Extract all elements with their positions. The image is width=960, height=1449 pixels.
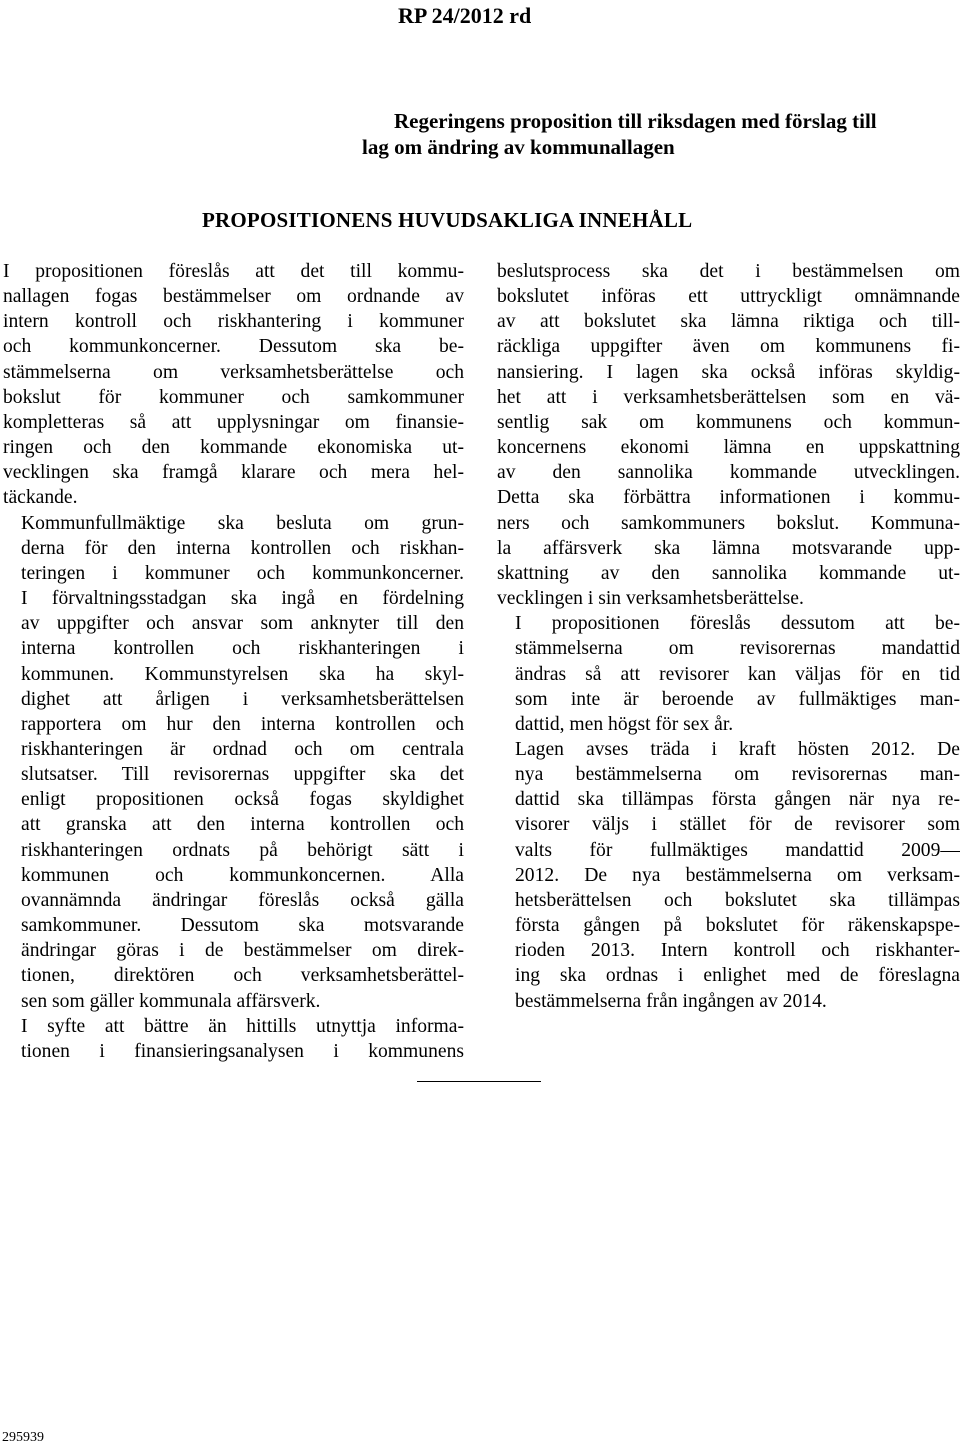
text-line: dighet att årligen i verksamhetsberättelsen [21, 688, 464, 710]
text-line: koncernens ekonomi lämna en uppskattning [497, 437, 960, 459]
text-line: het att i verksamhetsberättelsen som en vä- [497, 386, 960, 408]
text-line: Kommunfullmäktige ska besluta om grun- [21, 512, 464, 534]
text-line: ändringar göras i de bestämmelser om direk- [21, 940, 464, 962]
text-line: intern kontroll och riskhantering i kommuner [3, 311, 464, 333]
text-line: valts för fullmäktiges mandattid 2009— [515, 839, 960, 861]
section-heading: PROPOSITIONENS HUVUDSAKLIGA INNEHÅLL [202, 208, 693, 232]
text-line: bokslutet införas ett uttryckligt omnämnande [497, 286, 960, 308]
text-line: sentlig sak om kommunens och kommun- [497, 411, 960, 433]
text-line: ringen och den kommande ekonomiska ut- [3, 437, 464, 459]
text-line: hetsberättelsen och bokslutet ska tillämpas [515, 889, 960, 911]
text-line: vecklingen ska framgå klarare och mera hel- [3, 462, 464, 484]
text-line: Detta ska förbättra informationen i kommu- [497, 487, 960, 509]
text-line: 2012. De nya bestämmelserna om verksam- [515, 864, 960, 886]
text-line: ändras så att revisorer kan väljas för en tid [515, 663, 960, 685]
text-line: av den sannolika kommande utvecklingen. [497, 462, 960, 484]
text-line: teringen i kommuner och kommunkoncerner. [21, 562, 464, 584]
text-line: som inte är beroende av fullmäktiges man- [515, 688, 960, 710]
title-line-2: lag om ändring av kommunallagen [362, 135, 675, 159]
paragraph [497, 737, 960, 1014]
text-line: riskhanteringen ordnats på behörigt sätt i [21, 839, 464, 861]
paragraph [3, 511, 464, 1014]
text-line: samkommuner. Dessutom ska motsvarande [21, 915, 464, 937]
text-line: att granska att den interna kontrollen och [21, 814, 464, 836]
text-line: I propositionen föreslås dessutom att be- [515, 613, 960, 635]
paragraph [497, 611, 960, 737]
text-line: rioden 2013. Intern kontroll och riskhanter- [515, 940, 960, 962]
right-column [497, 259, 960, 1014]
text-line: I syfte att bättre än hittills utnyttja informa- [21, 1015, 464, 1037]
text-line: la affärsverk ska lämna motsvarande upp- [497, 537, 960, 559]
text-line: nallagen fogas bestämmelser om ordnande av [3, 286, 464, 308]
text-line: visorer väljs i stället för de revisorer som [515, 814, 960, 836]
text-line: räckliga uppgifter även om kommunens fi- [497, 336, 960, 358]
text-line: första gången på bokslutet för räkenskapspe- [515, 915, 960, 937]
text-line: av uppgifter och ansvar som anknyter till den [21, 613, 464, 635]
text-line: riskhanteringen är ordnad och om centrala [21, 738, 464, 760]
end-rule [417, 1081, 541, 1082]
text-line: kommunen och kommunkoncernen. Alla [21, 864, 464, 886]
text-line: nya bestämmelserna om revisorernas man- [515, 764, 960, 786]
text-line: Lagen avses träda i kraft hösten 2012. De [515, 738, 960, 760]
text-line: dattid, men högst för sex år. [515, 713, 734, 735]
text-line: interna kontrollen och riskhanteringen i [21, 638, 464, 660]
text-line: kommunen. Kommunstyrelsen ska ha skyl- [21, 663, 464, 685]
left-column [3, 259, 464, 1064]
text-line: skattning av den sannolika kommande ut- [497, 562, 960, 584]
text-line: beslutsprocess ska det i bestämmelsen om [497, 261, 960, 282]
paragraph [3, 1014, 464, 1064]
text-line: I propositionen föreslås att det till kommu- [3, 261, 464, 282]
text-line: ners och samkommuners bokslut. Kommuna- [497, 512, 960, 534]
text-line: vecklingen i sin verksamhetsberättelse. [497, 588, 804, 610]
text-line: dattid ska tillämpas första gången när nya re- [515, 789, 960, 811]
text-line: ing ska ordnas i enlighet med de föreslagna [515, 965, 960, 987]
text-line: stämmelserna om revisorernas mandattid [515, 638, 960, 660]
text-line: av att bokslutet ska lämna riktiga och till- [497, 311, 960, 333]
text-line: täckande. [3, 487, 78, 509]
text-line: slutsatser. Till revisorernas uppgifter ska det [21, 764, 464, 786]
text-line: bestämmelserna från ingången av 2014. [515, 990, 827, 1012]
text-line: nansiering. I lagen ska också införas skyldig- [497, 361, 960, 383]
document-id: RP 24/2012 rd [398, 3, 532, 28]
text-line: ovannämnda ändringar föreslås också gälla [21, 889, 464, 911]
proposition-title [362, 108, 960, 160]
text-line: kompletteras så att upplysningar om finansie- [3, 411, 464, 433]
text-line: bokslut för kommuner och samkommuner [3, 386, 464, 408]
title-line-1: Regeringens proposition till riksdagen med förslag till [394, 109, 877, 133]
footer-number: 295939 [2, 1430, 44, 1445]
paragraph [497, 259, 960, 611]
text-line: tionen i finansieringsanalysen i kommunens [21, 1040, 464, 1062]
text-line: I förvaltningsstadgan ska ingå en fördelning [21, 588, 464, 610]
text-line: och kommunkoncerner. Dessutom ska be- [3, 336, 464, 358]
text-line: enligt propositionen också fogas skyldighet [21, 789, 464, 811]
paragraph [3, 259, 464, 511]
text-line: derna för den interna kontrollen och riskhan- [21, 537, 464, 559]
text-line: sen som gäller kommunala affärsverk. [21, 990, 321, 1012]
text-line: stämmelserna om verksamhetsberättelse och [3, 361, 464, 383]
text-line: rapportera om hur den interna kontrollen och [21, 713, 464, 735]
text-line: tionen, direktören och verksamhetsberättel- [21, 965, 464, 987]
